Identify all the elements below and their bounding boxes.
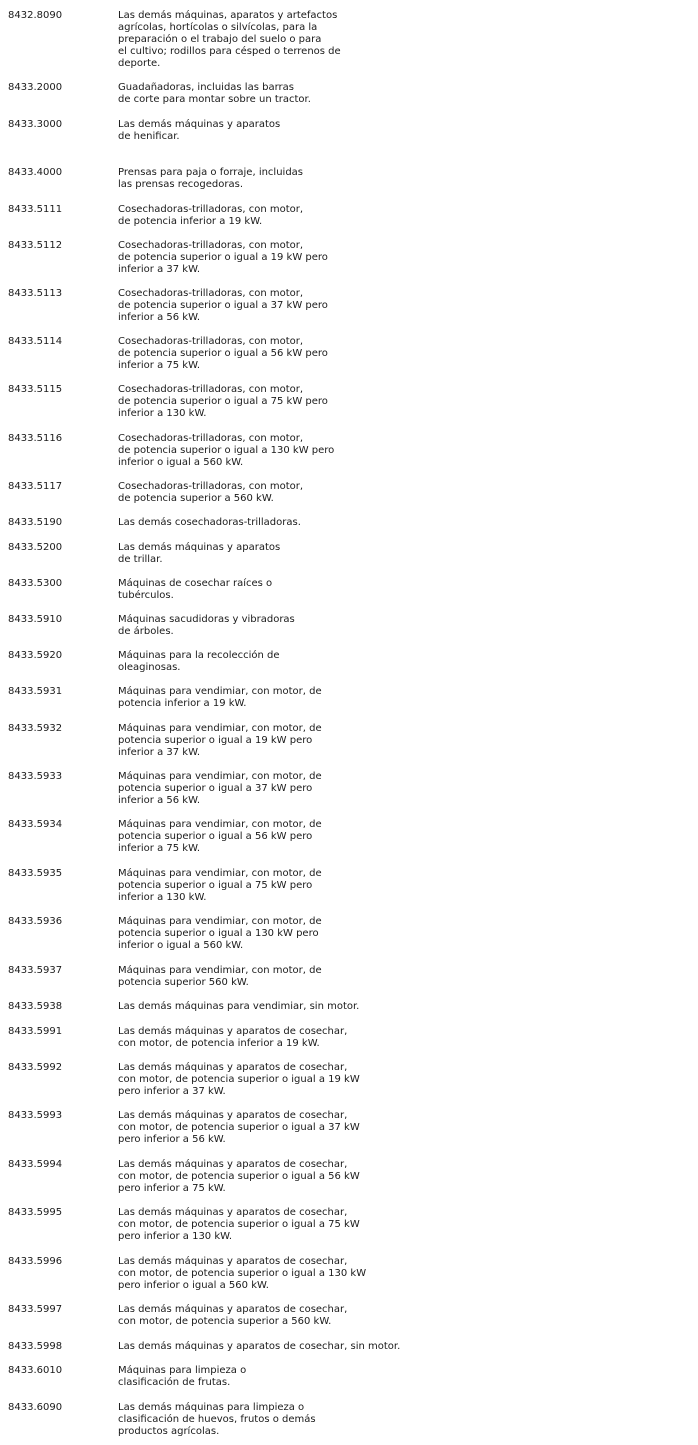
tariff-code: 8433.5114 <box>8 336 63 347</box>
description-line: potencia superior o igual a 130 kW pero <box>118 928 319 939</box>
description-line: Máquinas para vendimiar, con motor, de <box>118 771 322 782</box>
description-line: Las demás máquinas y aparatos de cosechar, sin motor. <box>118 1341 401 1352</box>
tariff-code: 8433.5300 <box>8 578 63 589</box>
description-line: Cosechadoras-trilladoras, con motor, <box>118 288 304 299</box>
description-line: agrícolas, hortícolas o silvícolas, para la <box>118 22 318 33</box>
tariff-code: 8433.5937 <box>8 965 63 976</box>
tariff-code: 8433.5992 <box>8 1062 63 1073</box>
description-line: inferior a 56 kW. <box>118 312 201 323</box>
description-line: clasificación de huevos, frutos o demás <box>118 1414 316 1425</box>
description-line: de corte para montar sobre un tractor. <box>118 94 311 105</box>
description-line: inferior o igual a 560 kW. <box>118 940 244 951</box>
tariff-code: 8433.5936 <box>8 916 63 927</box>
description-line: Cosechadoras-trilladoras, con motor, <box>118 336 304 347</box>
tariff-code: 8433.5995 <box>8 1207 63 1218</box>
tariff-description <box>118 1207 418 1243</box>
tariff-code: 8433.2000 <box>8 82 63 93</box>
description-line: con motor, de potencia superior o igual a 19 kW <box>118 1074 360 1085</box>
tariff-code: 8433.5113 <box>8 288 63 299</box>
tariff-description <box>118 1365 418 1389</box>
description-line: Las demás máquinas y aparatos de cosechar, <box>118 1110 348 1121</box>
description-line: pero inferior a 56 kW. <box>118 1134 226 1145</box>
tariff-code: 8433.5934 <box>8 819 63 830</box>
tariff-description <box>118 686 418 710</box>
tariff-description <box>118 614 418 638</box>
description-line: pero inferior a 130 kW. <box>118 1231 233 1242</box>
description-line: Las demás máquinas, aparatos y artefactos <box>118 10 338 21</box>
tariff-description <box>118 1062 418 1098</box>
description-line: con motor, de potencia superior o igual a 75 kW <box>118 1219 360 1230</box>
tariff-description <box>118 336 418 372</box>
description-line: con motor, de potencia superior a 560 kW. <box>118 1316 332 1327</box>
tariff-description <box>118 384 418 420</box>
tariff-code: 8433.4000 <box>8 167 63 178</box>
description-line: de potencia inferior a 19 kW. <box>118 216 263 227</box>
description-line: inferior o igual a 560 kW. <box>118 457 244 468</box>
tariff-description <box>118 119 418 143</box>
description-line: inferior a 75 kW. <box>118 843 201 854</box>
tariff-description <box>118 10 418 70</box>
description-line: con motor, de potencia superior o igual a 56 kW <box>118 1171 360 1182</box>
description-line: clasificación de frutas. <box>118 1377 231 1388</box>
description-line: Cosechadoras-trilladoras, con motor, <box>118 384 304 395</box>
description-line: Las demás máquinas y aparatos <box>118 119 281 130</box>
description-line: inferior a 130 kW. <box>118 892 207 903</box>
tariff-code: 8433.5910 <box>8 614 63 625</box>
description-line: de potencia superior o igual a 56 kW pero <box>118 348 328 359</box>
tariff-code: 8433.5931 <box>8 686 63 697</box>
description-line: Máquinas para vendimiar, con motor, de <box>118 819 322 830</box>
description-line: Las demás máquinas para vendimiar, sin motor. <box>118 1001 360 1012</box>
description-line: inferior a 75 kW. <box>118 360 201 371</box>
tariff-description <box>118 1341 418 1353</box>
tariff-code: 8433.5112 <box>8 240 63 251</box>
tariff-description <box>118 723 418 759</box>
tariff-description <box>118 650 418 674</box>
description-line: de potencia superior o igual a 130 kW pero <box>118 445 335 456</box>
tariff-code: 8433.5200 <box>8 542 63 553</box>
tariff-description <box>118 433 418 469</box>
description-line: Las demás máquinas y aparatos de cosechar, <box>118 1159 348 1170</box>
description-line: Cosechadoras-trilladoras, con motor, <box>118 481 304 492</box>
tariff-description <box>118 1001 418 1013</box>
description-line: Máquinas sacudidoras y vibradoras <box>118 614 295 625</box>
tariff-description <box>118 819 418 855</box>
description-line: inferior a 56 kW. <box>118 795 201 806</box>
tariff-description <box>118 1402 418 1438</box>
description-line: inferior a 130 kW. <box>118 408 207 419</box>
description-line: potencia superior 560 kW. <box>118 977 249 988</box>
description-line: Máquinas para vendimiar, con motor, de <box>118 723 322 734</box>
description-line: de árboles. <box>118 626 174 637</box>
description-line: inferior a 37 kW. <box>118 264 201 275</box>
tariff-description <box>118 1026 418 1050</box>
tariff-code: 8433.5933 <box>8 771 63 782</box>
tariff-description <box>118 517 418 529</box>
tariff-code: 8433.5115 <box>8 384 63 395</box>
description-line: preparación o el trabajo del suelo o para <box>118 34 322 45</box>
description-line: deporte. <box>118 58 161 69</box>
description-line: Cosechadoras-trilladoras, con motor, <box>118 433 304 444</box>
description-line: Cosechadoras-trilladoras, con motor, <box>118 204 304 215</box>
tariff-description <box>118 1256 418 1292</box>
tariff-code: 8433.5993 <box>8 1110 63 1121</box>
description-line: Cosechadoras-trilladoras, con motor, <box>118 240 304 251</box>
description-line: oleaginosas. <box>118 662 181 673</box>
description-line: potencia superior o igual a 56 kW pero <box>118 831 313 842</box>
tariff-description <box>118 1304 418 1328</box>
description-line: pero inferior a 75 kW. <box>118 1183 226 1194</box>
tariff-description <box>118 288 418 324</box>
tariff-description <box>118 578 418 602</box>
description-line: las prensas recogedoras. <box>118 179 244 190</box>
description-line: Máquinas para vendimiar, con motor, de <box>118 868 322 879</box>
description-line: de potencia superior o igual a 75 kW pero <box>118 396 328 407</box>
tariff-code: 8432.8090 <box>8 10 63 21</box>
tariff-code: 8433.5994 <box>8 1159 63 1170</box>
description-line: Las demás máquinas y aparatos de cosechar, <box>118 1256 348 1267</box>
tariff-code: 8433.5116 <box>8 433 63 444</box>
description-line: de trillar. <box>118 554 163 565</box>
tariff-description <box>118 167 418 191</box>
tariff-description <box>118 542 418 566</box>
description-line: el cultivo; rodillos para césped o terrenos de <box>118 46 341 57</box>
tariff-code: 8433.3000 <box>8 119 63 130</box>
description-line: Prensas para paja o forraje, incluidas <box>118 167 304 178</box>
description-line: Máquinas para vendimiar, con motor, de <box>118 965 322 976</box>
description-line: con motor, de potencia superior o igual a 130 kW <box>118 1268 367 1279</box>
description-line: productos agrícolas. <box>118 1426 220 1437</box>
tariff-code: 8433.5938 <box>8 1001 63 1012</box>
description-line: Guadañadoras, incluidas las barras <box>118 82 294 93</box>
description-line: Máquinas para vendimiar, con motor, de <box>118 916 322 927</box>
description-line: potencia inferior a 19 kW. <box>118 698 247 709</box>
description-line: Máquinas para limpieza o <box>118 1365 247 1376</box>
description-line: inferior a 37 kW. <box>118 747 201 758</box>
description-line: Máquinas para la recolección de <box>118 650 280 661</box>
tariff-description <box>118 1159 418 1195</box>
description-line: Máquinas de cosechar raíces o <box>118 578 273 589</box>
tariff-description <box>118 965 418 989</box>
description-line: Las demás máquinas y aparatos de cosechar, <box>118 1207 348 1218</box>
description-line: Máquinas para vendimiar, con motor, de <box>118 686 322 697</box>
tariff-description <box>118 916 418 952</box>
description-line: de potencia superior o igual a 19 kW pero <box>118 252 328 263</box>
tariff-code: 8433.6090 <box>8 1402 63 1413</box>
tariff-code: 8433.5932 <box>8 723 63 734</box>
tariff-description <box>118 771 418 807</box>
description-line: de henificar. <box>118 131 180 142</box>
tariff-description <box>118 1110 418 1146</box>
description-line: de potencia superior o igual a 37 kW pero <box>118 300 328 311</box>
tariff-code: 8433.5920 <box>8 650 63 661</box>
tariff-code: 8433.5111 <box>8 204 63 215</box>
description-line: Las demás máquinas y aparatos de cosechar, <box>118 1062 348 1073</box>
description-line: con motor, de potencia inferior a 19 kW. <box>118 1038 320 1049</box>
tariff-description <box>118 240 418 276</box>
tariff-code: 8433.5190 <box>8 517 63 528</box>
tariff-description <box>118 868 418 904</box>
description-line: potencia superior o igual a 19 kW pero <box>118 735 313 746</box>
description-line: pero inferior o igual a 560 kW. <box>118 1280 269 1291</box>
tariff-code: 8433.5935 <box>8 868 63 879</box>
tariff-code: 8433.5996 <box>8 1256 63 1267</box>
tariff-code: 8433.5117 <box>8 481 63 492</box>
tariff-code: 8433.5997 <box>8 1304 63 1315</box>
description-line: pero inferior a 37 kW. <box>118 1086 226 1097</box>
description-line: tubérculos. <box>118 590 174 601</box>
description-line: potencia superior o igual a 75 kW pero <box>118 880 313 891</box>
description-line: Las demás cosechadoras-trilladoras. <box>118 517 301 528</box>
description-line: potencia superior o igual a 37 kW pero <box>118 783 313 794</box>
tariff-code: 8433.5991 <box>8 1026 63 1037</box>
description-line: Las demás máquinas y aparatos <box>118 542 281 553</box>
tariff-code: 8433.5998 <box>8 1341 63 1352</box>
tariff-code: 8433.6010 <box>8 1365 63 1376</box>
description-line: Las demás máquinas y aparatos de cosechar, <box>118 1026 348 1037</box>
tariff-description <box>118 82 418 106</box>
description-line: Las demás máquinas para limpieza o <box>118 1402 305 1413</box>
description-line: de potencia superior a 560 kW. <box>118 493 274 504</box>
description-line: Las demás máquinas y aparatos de cosechar, <box>118 1304 348 1315</box>
description-line: con motor, de potencia superior o igual a 37 kW <box>118 1122 360 1133</box>
tariff-description <box>118 481 418 505</box>
tariff-description <box>118 204 418 228</box>
